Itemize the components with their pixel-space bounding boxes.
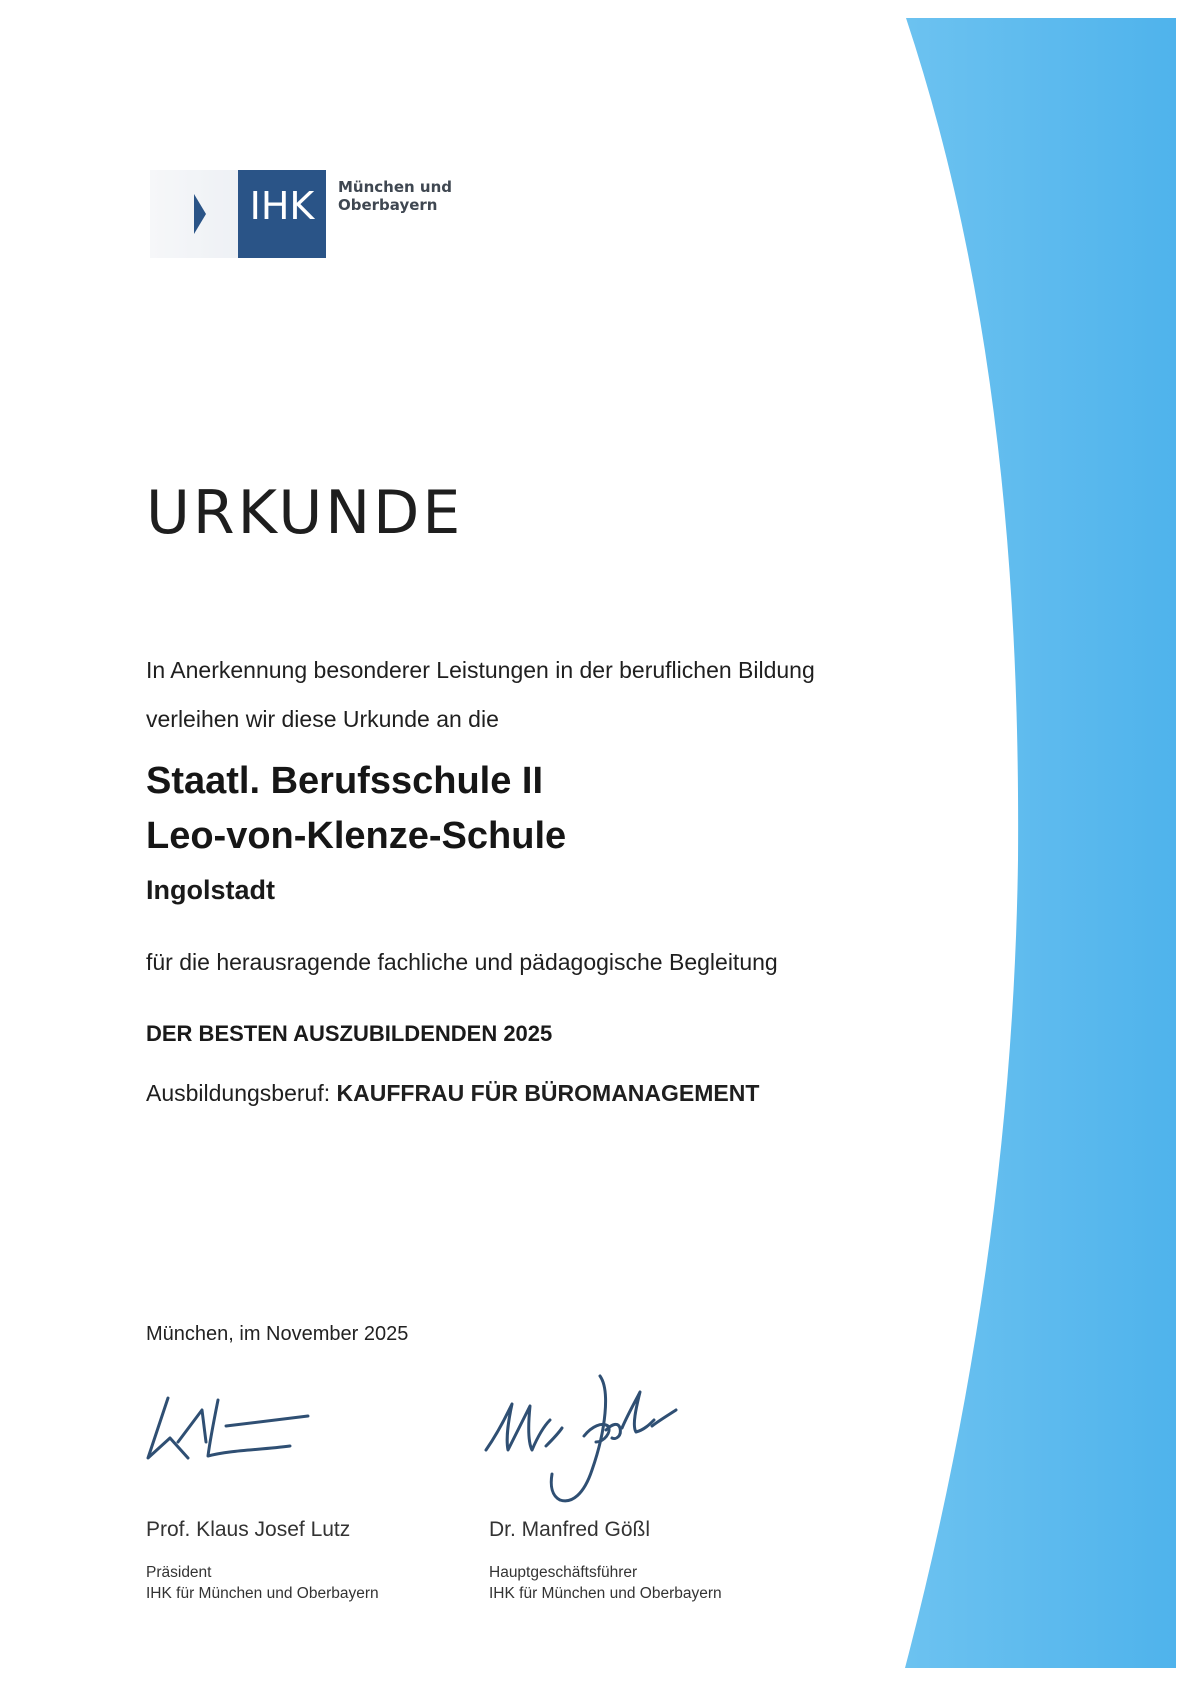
logo-arrow-panel: [150, 170, 238, 258]
logo-ihk-text: IHK: [249, 184, 315, 228]
intro-line-2: verleihen wir diese Urkunde an die: [146, 706, 499, 732]
arrow-right-icon: [150, 170, 238, 258]
signer-2-organization: IHK für München und Oberbayern: [489, 1585, 722, 1602]
profession-label: Ausbildungsberuf:: [146, 1080, 331, 1106]
reason-text: für die herausragende fachliche und pädagogische Begleitung: [146, 949, 778, 975]
signature-goessl: [480, 1370, 700, 1520]
logo-caption-line1: München und: [338, 178, 453, 196]
profession-value: KAUFFRAU FÜR BÜROMANAGEMENT: [336, 1080, 760, 1106]
signer-1-name: Prof. Klaus Josef Lutz: [146, 1518, 351, 1541]
intro-line-1: In Anerkennung besonderer Leistungen in der beruflichen Bildung: [146, 657, 815, 683]
achievement-text: DER BESTEN AUSZUBILDENDEN 2025: [146, 1021, 553, 1046]
recipient-line-2: Leo-von-Klenze-Schule: [146, 815, 567, 857]
place-and-date: München, im November 2025: [146, 1323, 409, 1345]
logo-caption-line2: Oberbayern: [338, 196, 438, 214]
signer-1-title: Präsident: [146, 1564, 212, 1581]
signer-1-role: [146, 1562, 379, 1604]
signer-2-name: Dr. Manfred Gößl: [489, 1518, 651, 1541]
signer-2-role: [489, 1562, 722, 1604]
certificate-title: URKUNDE: [146, 478, 464, 548]
logo-caption: [338, 178, 458, 214]
signer-1-organization: IHK für München und Oberbayern: [146, 1585, 379, 1602]
profession-line: [146, 1080, 759, 1107]
signature-lutz: [140, 1380, 340, 1470]
recipient-city: Ingolstadt: [146, 875, 275, 905]
ihk-logo: [150, 170, 453, 258]
signer-2-title: Hauptgeschäftsführer: [489, 1564, 638, 1581]
recipient-line-1: Staatl. Berufsschule II: [146, 760, 544, 802]
logo-ihk-block: [238, 170, 326, 258]
